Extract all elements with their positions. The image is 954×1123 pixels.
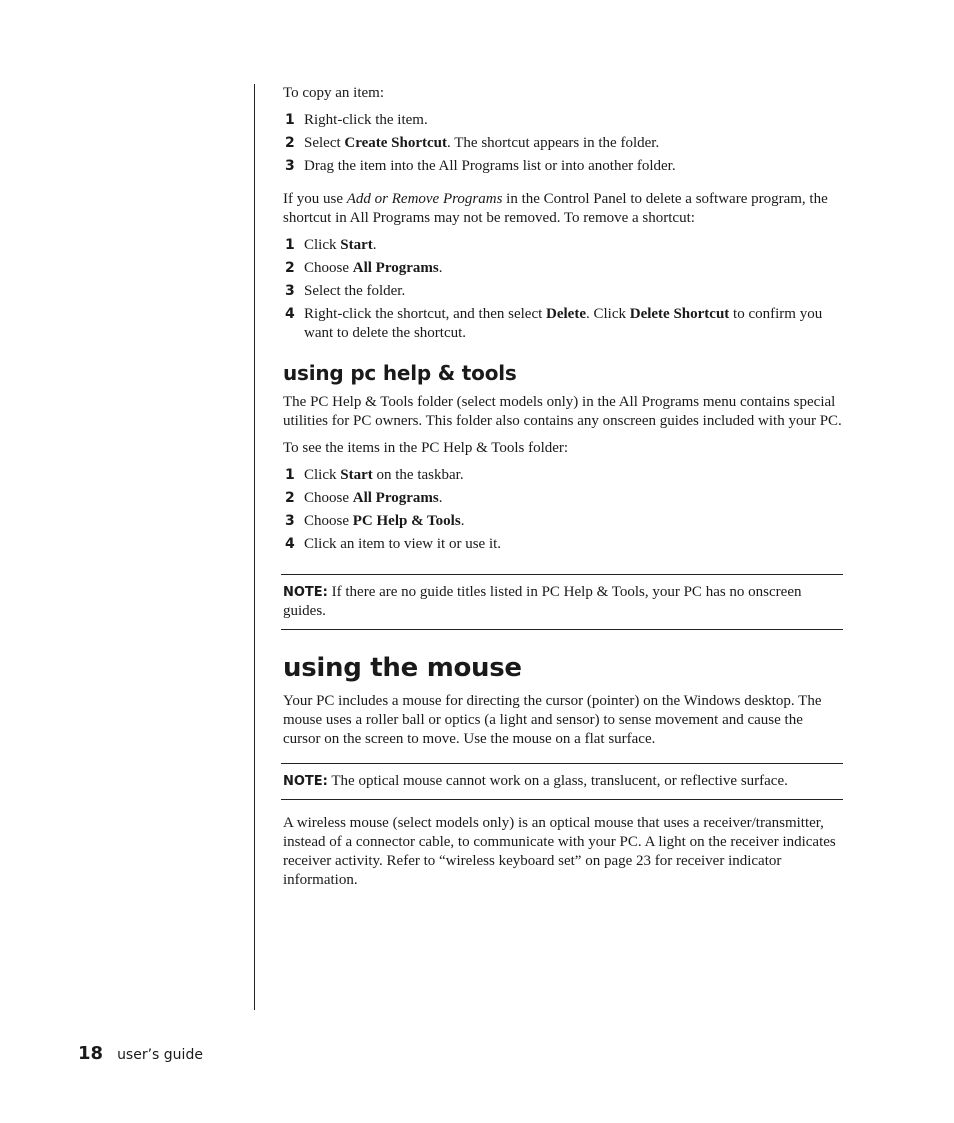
text-run: Choose <box>304 490 353 506</box>
step-text <box>304 236 843 255</box>
list-item <box>283 236 843 255</box>
list-item <box>283 512 843 531</box>
text-run: Click an item to view it or use it. <box>304 536 502 552</box>
footer-title: user’s guide <box>117 1047 203 1063</box>
text-run: Right-click the shortcut, and then select <box>304 306 547 322</box>
step-text <box>304 259 843 278</box>
step-text <box>304 157 843 176</box>
step-text <box>304 466 843 485</box>
bold-term: Delete <box>546 306 586 322</box>
remove-steps <box>283 236 843 343</box>
bold-term: Delete Shortcut <box>629 306 730 322</box>
note-optical <box>281 763 843 800</box>
text-run: . <box>438 490 443 506</box>
step-number: 1 <box>285 112 295 128</box>
step-number: 3 <box>285 158 295 174</box>
bold-term: All Programs <box>352 490 439 506</box>
step-text <box>304 535 843 554</box>
wireless-paragraph: A wireless mouse (select models only) is an optical mouse that uses a receiver/transmitter, instead of a connector cable, to communicate with your PC. A light on the receiver indicates receiver activity. Refer to “wireless keyboard set” on page 23 for receiver indicator information. <box>283 815 836 888</box>
mouse-heading: using the mouse <box>283 653 522 683</box>
text-run: Right-click the item. <box>304 112 428 128</box>
text-run: . The shortcut appears in the folder. <box>447 135 660 151</box>
text-run: . Click <box>585 306 630 322</box>
list-item <box>283 259 843 278</box>
list-item <box>283 466 843 485</box>
help-intro: To see the items in the PC Help & Tools folder: <box>283 440 569 456</box>
text-run: . <box>460 513 465 529</box>
step-text <box>304 305 843 343</box>
copy-intro: To copy an item: <box>283 85 385 101</box>
step-number: 3 <box>285 283 295 299</box>
text-run: on the taskbar. <box>372 467 464 483</box>
bold-term: All Programs <box>352 260 439 276</box>
page-number: 18 <box>78 1043 104 1064</box>
text-run: . <box>438 260 443 276</box>
bold-term: Start <box>340 467 373 483</box>
list-item <box>283 157 843 176</box>
text-run: Choose <box>304 260 353 276</box>
step-number: 2 <box>285 135 295 151</box>
list-item <box>283 535 843 554</box>
step-number: 4 <box>285 306 295 322</box>
list-item <box>283 282 843 301</box>
step-text <box>304 512 843 531</box>
step-text <box>304 489 843 508</box>
note-label: NOTE: <box>283 774 328 789</box>
remove-paragraph <box>283 190 843 228</box>
note-text: The optical mouse cannot work on a glass, translucent, or reflective surface. <box>327 773 788 789</box>
help-heading: using pc help & tools <box>283 361 517 385</box>
text-run: Click <box>304 467 341 483</box>
step-text <box>304 134 843 153</box>
note-text: If there are no guide titles listed in PC Help & Tools, your PC has no onscreen guides. <box>283 584 802 619</box>
left-margin-rule <box>254 84 255 1010</box>
step-number: 2 <box>285 260 295 276</box>
step-number: 4 <box>285 536 295 552</box>
bold-term: Create Shortcut <box>344 135 448 151</box>
text-run: Drag the item into the All Programs list or into another folder. <box>304 158 676 174</box>
italic-term: Add or Remove Programs <box>346 191 503 207</box>
text-run: to confirm you want to delete the shortcut. <box>304 306 823 341</box>
note-label: NOTE: <box>283 585 328 600</box>
text-run: . <box>372 237 377 253</box>
list-item <box>283 305 843 343</box>
text-run: in the Control Panel to delete a software program, the shortcut in All Programs may not be removed. To remove a shortcut: <box>283 191 828 226</box>
step-number: 1 <box>285 467 295 483</box>
step-text <box>304 111 843 130</box>
text-run: If you use <box>283 191 347 207</box>
text-run: Select <box>304 135 345 151</box>
step-number: 1 <box>285 237 295 253</box>
note-guides <box>281 574 843 630</box>
help-paragraph: The PC Help & Tools folder (select models only) in the All Programs menu contains special utilities for PC owners. This folder also contains any onscreen guides included with your PC. <box>283 394 842 429</box>
text-run: Click <box>304 237 341 253</box>
page-content <box>283 84 843 898</box>
list-item <box>283 489 843 508</box>
list-item <box>283 111 843 130</box>
page-footer <box>78 1043 203 1064</box>
step-number: 3 <box>285 513 295 529</box>
list-item <box>283 134 843 153</box>
step-text <box>304 282 843 301</box>
text-run: Select the folder. <box>304 283 406 299</box>
text-run: Choose <box>304 513 353 529</box>
bold-term: Start <box>340 237 373 253</box>
help-steps <box>283 466 843 554</box>
bold-term: PC Help & Tools <box>352 513 461 529</box>
copy-steps <box>283 111 843 176</box>
step-number: 2 <box>285 490 295 506</box>
mouse-paragraph: Your PC includes a mouse for directing the cursor (pointer) on the Windows desktop. The mouse uses a roller ball or optics (a light and sensor) to sense movement and cause the cursor on the screen to move. Use the mouse on a flat surface. <box>283 693 822 747</box>
